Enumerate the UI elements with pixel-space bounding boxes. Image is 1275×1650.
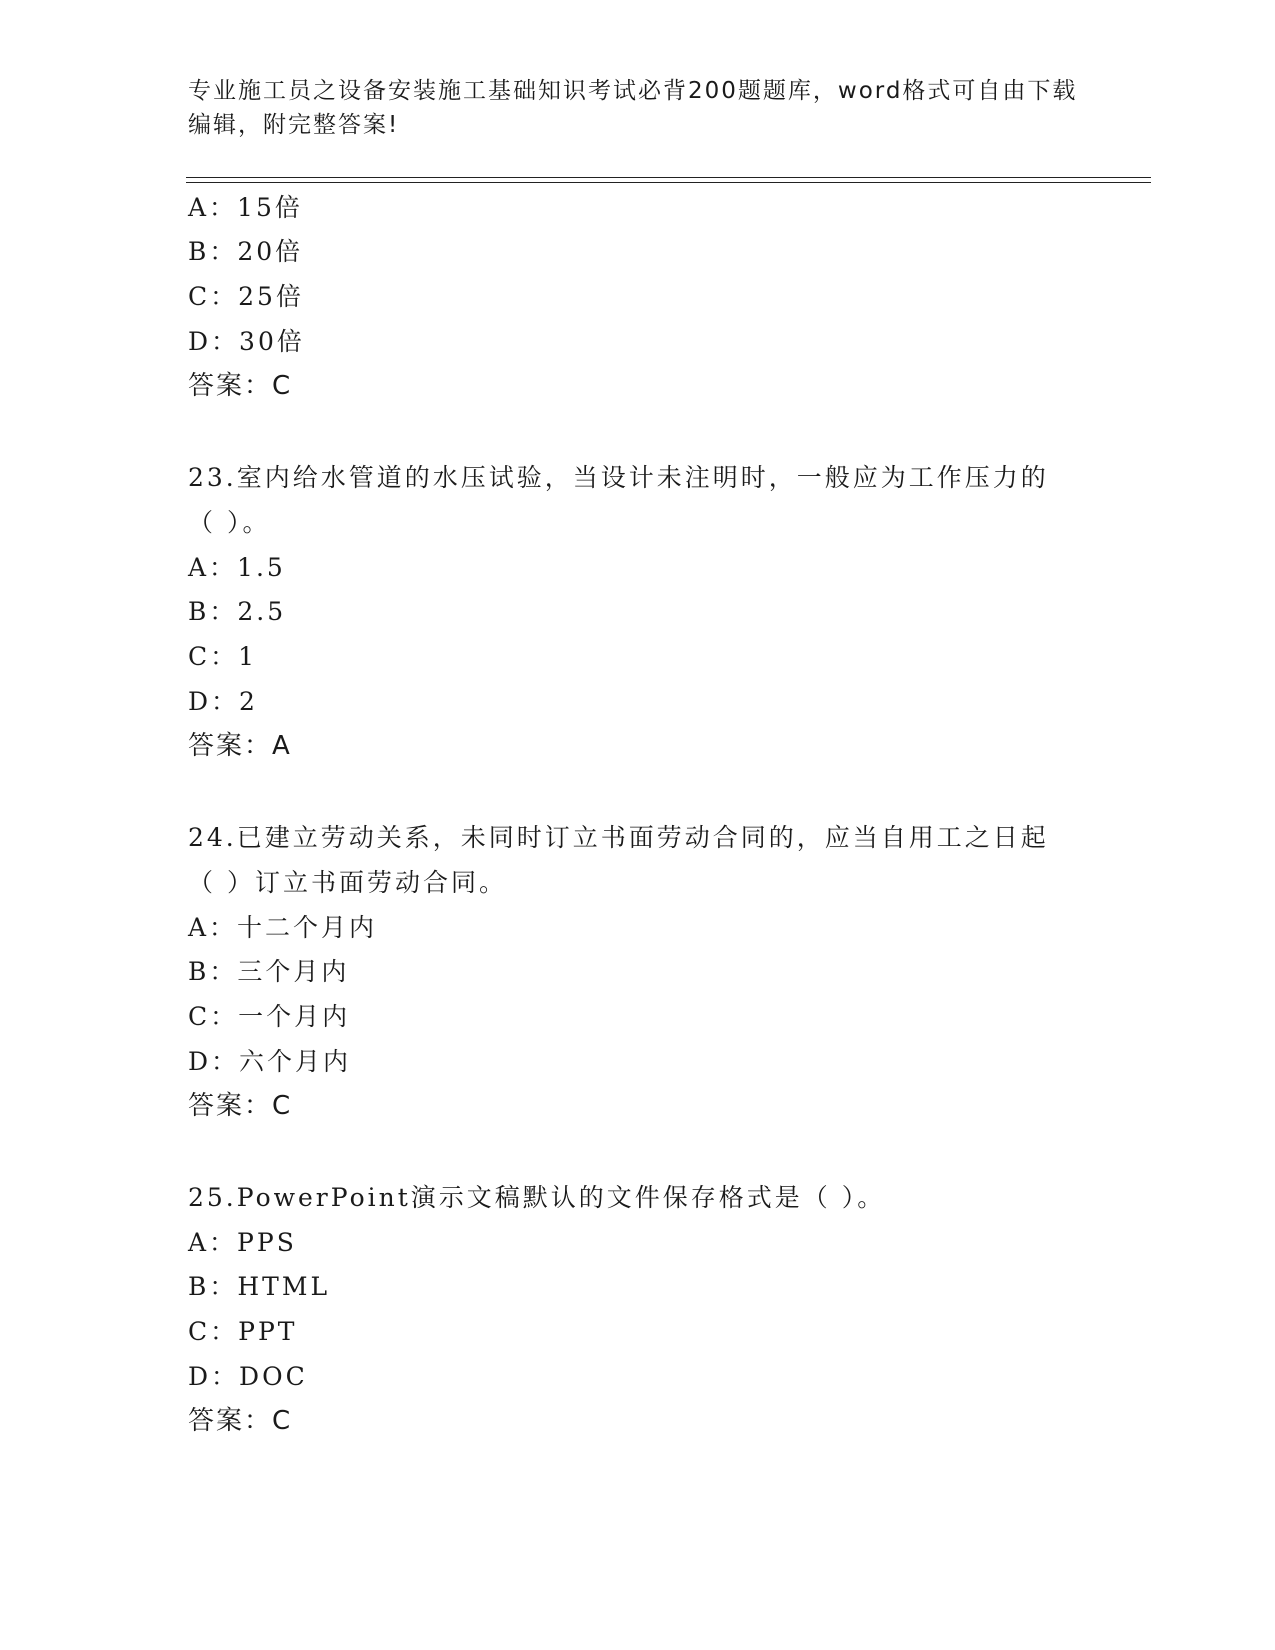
header-divider-top — [186, 177, 1151, 178]
q24-answer: 答案：C — [188, 1091, 293, 1121]
q25-option-c: C：PPT — [188, 1317, 298, 1346]
q22-answer: 答案：C — [188, 371, 293, 401]
q25-option-b: B：HTML — [188, 1272, 331, 1301]
q25-option-d: D：DOC — [188, 1362, 308, 1391]
q24-stem-line-1: 24.已建立劳动关系，未同时订立书面劳动合同的，应当自用工之日起 — [188, 823, 1049, 852]
q23-option-c: C：1 — [188, 642, 258, 671]
q23-answer: 答案：A — [188, 731, 292, 761]
document-header — [188, 74, 1088, 142]
header-title-line-2: 编辑，附完整答案! — [188, 112, 400, 138]
header-divider-bottom — [186, 182, 1151, 183]
q22-option-d: D：30倍 — [188, 327, 305, 356]
q22-option-c: C：25倍 — [188, 282, 304, 311]
q24-stem-line-2: （ ）订立书面劳动合同。 — [188, 868, 507, 897]
q24-option-c: C：一个月内 — [188, 1002, 351, 1031]
q25-stem-line-1: 25.PowerPoint演示文稿默认的文件保存格式是（ ）。 — [188, 1183, 886, 1212]
q25-answer: 答案：C — [188, 1406, 293, 1436]
q25-option-a: A：PPS — [188, 1228, 297, 1257]
q24-option-b: B：三个月内 — [188, 957, 350, 986]
q23-stem-line-2: （ ）。 — [188, 508, 271, 537]
q23-stem-line-1: 23.室内给水管道的水压试验，当设计未注明时，一般应为工作压力的 — [188, 463, 1049, 492]
q22-option-a: A：15倍 — [188, 193, 303, 222]
header-title-line-1: 专业施工员之设备安装施工基础知识考试必背200题题库，word格式可自由下载 — [188, 78, 1078, 104]
q22-option-b: B：20倍 — [188, 237, 304, 266]
q23-option-a: A：1.5 — [188, 553, 286, 582]
q23-option-d: D：2 — [188, 687, 258, 716]
q24-option-d: D：六个月内 — [188, 1047, 352, 1076]
q23-option-b: B：2.5 — [188, 597, 287, 626]
q24-option-a: A：十二个月内 — [188, 913, 378, 942]
